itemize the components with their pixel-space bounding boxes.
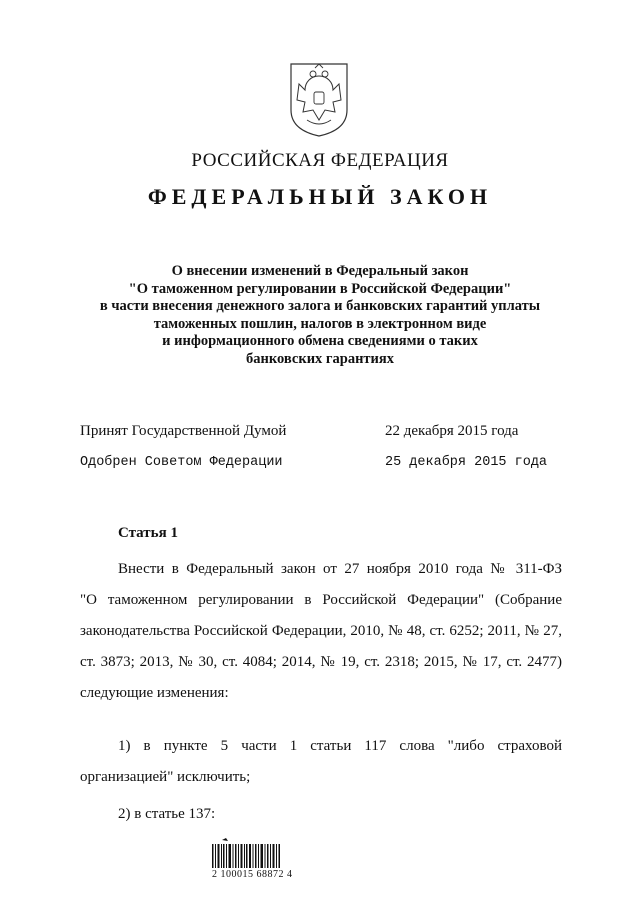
law-title-line: О внесении изменений в Федеральный закон	[171, 263, 469, 279]
country-name: РОССИЙСКАЯ ФЕДЕРАЦИЯ	[191, 150, 449, 171]
paragraph-line: 2) в статье 137:	[118, 806, 216, 822]
approval-council-label: Одобрен Советом Федерации	[80, 455, 283, 470]
approval-council-date: 25 декабря 2015 года	[385, 455, 548, 470]
coat-of-arms-emblem	[287, 60, 351, 138]
barcode	[212, 838, 282, 873]
law-title-line: "О таможенном регулировании в Российской Федерации"	[128, 280, 512, 297]
barcode-icon	[212, 838, 282, 868]
adoption-duma-label: Принят Государственной Думой	[80, 423, 287, 439]
law-title-line: банковских гарантиях	[245, 350, 394, 367]
article-item-2	[80, 799, 562, 830]
document-type: ФЕДЕРАЛЬНЫЙ ЗАКОН	[147, 184, 493, 209]
barcode-number: 2 100015 68872 4	[212, 869, 293, 880]
paragraph-line: ст. 3873; 2013, № 30, ст. 4084; 2014, № 19, ст. 2318; 2015, № 17, ст. 2477)	[80, 654, 562, 670]
paragraph-line: 1) в пункте 5 части 1 статьи 117 слова "либо страховой	[118, 738, 562, 754]
law-title	[0, 263, 640, 368]
paragraph-line: Внести в Федеральный закон от 27 ноября 2010 года № 311-ФЗ	[118, 561, 562, 577]
article-heading: Статья 1	[118, 525, 178, 541]
paragraph-line: "О таможенном регулировании в Российской Федерации" (Собрание	[80, 592, 562, 608]
paragraph-line: законодательства Российской Федерации, 2010, № 48, ст. 6252; 2011, № 27,	[80, 623, 562, 639]
law-title-line: в части внесения денежного залога и банковских гарантий уплаты	[99, 298, 541, 314]
paragraph-line: следующие изменения:	[80, 685, 229, 701]
paragraph-line: организацией" исключить;	[80, 769, 251, 785]
adoption-duma-date: 22 декабря 2015 года	[385, 423, 519, 439]
law-title-line: и информационного обмена сведениями о таких	[162, 333, 478, 349]
article-item-1	[80, 731, 562, 793]
article-paragraph-1	[80, 554, 562, 709]
law-title-line: таможенных пошлин, налогов в электронном виде	[153, 315, 487, 332]
